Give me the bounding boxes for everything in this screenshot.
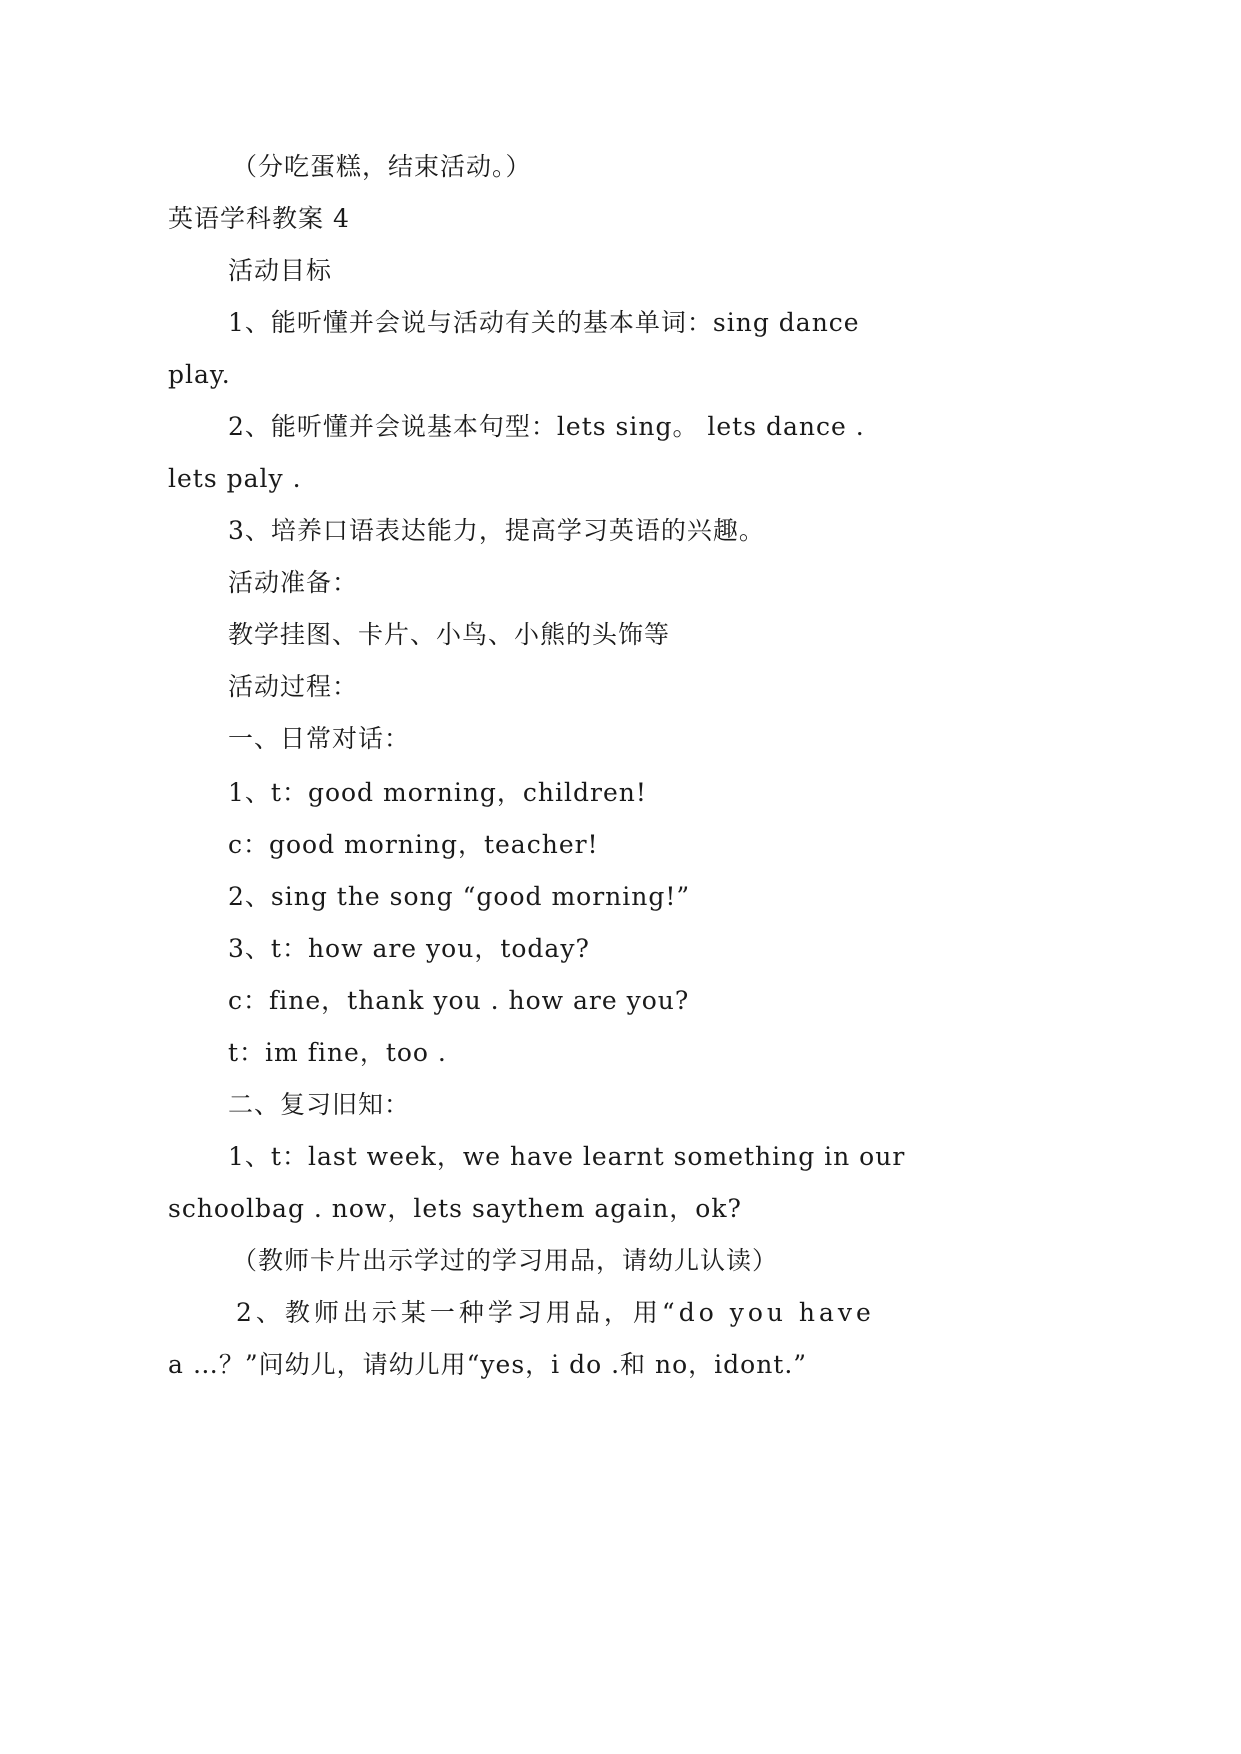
dialogue-line-2: c：good morning，teacher! <box>228 830 599 859</box>
review-line-1-cont: schoolbag . now，lets saythem again，ok? <box>168 1194 742 1223</box>
dialogue-line-4: 3、t：how are you，today? <box>228 934 590 963</box>
step-1-heading: 一、日常对话： <box>228 724 411 753</box>
step-2-heading: 二、复习旧知： <box>228 1090 411 1119</box>
preparation-items: 教学挂图、卡片、小鸟、小熊的头饰等 <box>228 620 671 649</box>
goal-2: 2、能听懂并会说基本句型：lets sing。 lets dance . <box>228 412 865 441</box>
dialogue-line-6: t：im fine，too . <box>228 1038 447 1067</box>
dialogue-line-3: 2、sing the song “good morning!” <box>228 882 691 911</box>
goal-2-cont: lets paly . <box>168 464 302 493</box>
goal-3: 3、培养口语表达能力，提高学习英语的兴趣。 <box>228 516 765 545</box>
section-heading-process: 活动过程： <box>228 672 359 701</box>
goal-1-cont: play. <box>168 360 231 389</box>
dialogue-line-1: 1、t：good morning，children! <box>228 778 647 807</box>
closing-note: （分吃蛋糕，结束活动。） <box>232 152 532 181</box>
review-note: （教师卡片出示学过的学习用品，请幼儿认读） <box>232 1246 779 1275</box>
dialogue-line-5: c：fine，thank you . how are you? <box>228 986 690 1015</box>
review-line-2-cont: a …？”问幼儿，请幼儿用“yes，i do .和 no，idont.” <box>168 1350 808 1379</box>
review-line-1: 1、t：last week，we have learnt something in our <box>228 1142 906 1171</box>
section-heading-preparation: 活动准备： <box>228 568 359 597</box>
lesson-title: 英语学科教案 4 <box>168 204 350 233</box>
section-heading-goals: 活动目标 <box>228 256 333 285</box>
goal-1: 1、能听懂并会说与活动有关的基本单词：sing dance <box>228 308 860 337</box>
review-line-2: 2、教师出示某一种学习用品，用“do you have <box>236 1298 875 1327</box>
